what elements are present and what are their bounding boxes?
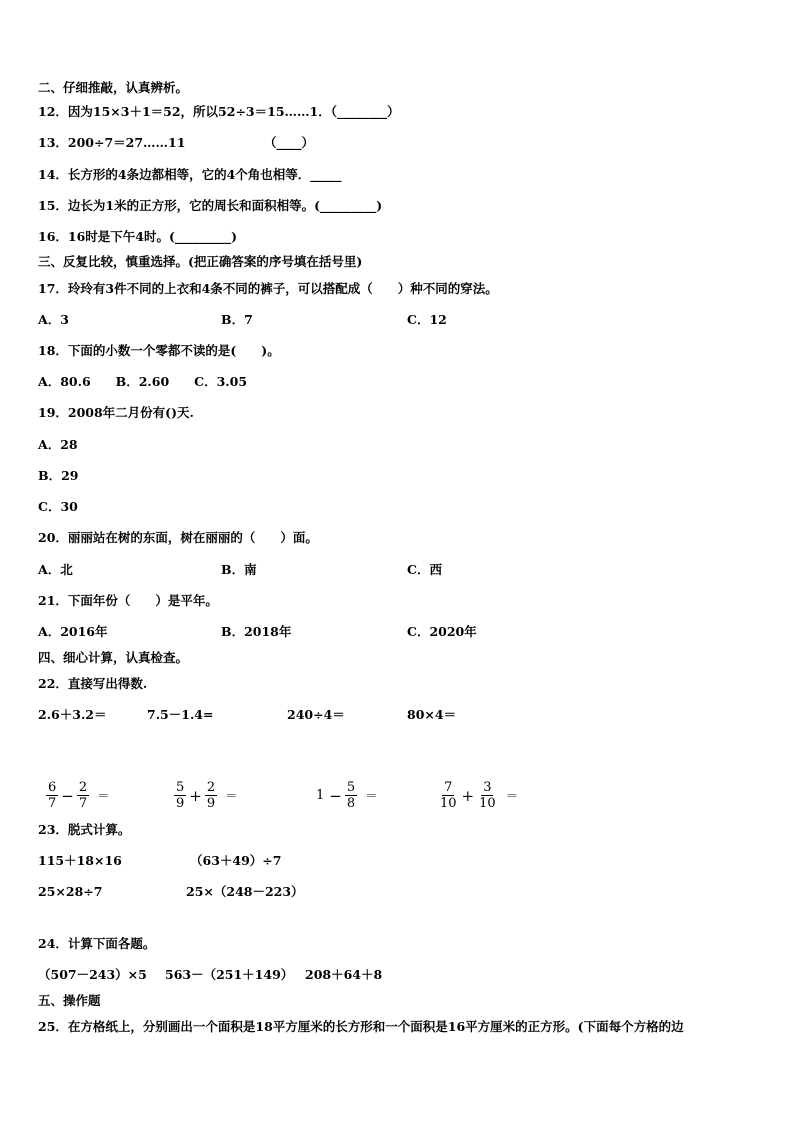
q24-expr-1: （507－243）×5	[38, 967, 147, 982]
q20-option-b: B．南	[221, 562, 257, 577]
fraction	[46, 780, 58, 811]
equals-sign: ＝	[365, 787, 378, 803]
equals-sign: ＝	[505, 787, 519, 803]
numerator: 3	[483, 780, 492, 795]
q18-options: A．80.6 B．2.60 C．3.05	[38, 374, 248, 389]
q19-option-a: A．28	[38, 437, 78, 452]
q23-expr-4: 25×（248－223）	[186, 884, 304, 899]
operator: −	[329, 786, 342, 805]
q21-option-c: C．2020年	[407, 624, 477, 639]
q21-option-b: B．2018年	[221, 624, 292, 639]
q17-option-b: B．7	[221, 312, 253, 327]
denominator: 7	[47, 796, 57, 811]
question-20: 20．丽丽站在树的东面，树在丽丽的（ ）面。	[38, 530, 318, 545]
fraction	[345, 780, 357, 811]
section-3-title: 三、反复比较，慎重选择。(把正确答案的序号填在括号里)	[38, 254, 363, 269]
numerator: 6	[47, 780, 57, 795]
q20-option-c: C．西	[407, 562, 442, 577]
question-15: 15．边长为1米的正方形，它的周长和面积相等。(_________)	[38, 198, 383, 213]
q19-option-b: B．29	[38, 468, 79, 483]
denominator: 7	[78, 796, 88, 811]
q22-fraction-4	[430, 744, 518, 813]
section-2-title: 二、仔细推敲，认真辨析。	[38, 80, 189, 95]
q23-expr-2: （63＋49）÷7	[190, 853, 282, 868]
question-12: 12．因为15×3＋1＝52，所以52÷3＝15……1．（________）	[38, 104, 400, 119]
q24-expr-2: 563－（251＋149）	[165, 967, 294, 982]
equals-sign: ＝	[97, 787, 110, 803]
denominator: 9	[206, 796, 216, 811]
q22-fraction-1	[38, 744, 110, 813]
operator: +	[461, 786, 475, 805]
q22-fraction-3	[308, 744, 378, 813]
question-13-blank: （____）	[264, 135, 315, 150]
question-13: 13．200÷7＝27……11	[38, 135, 186, 150]
question-21: 21．下面年份（ ）是平年。	[38, 593, 218, 608]
q22-expr-1: 2.6＋3.2＝	[38, 707, 107, 722]
q17-option-c: C．12	[407, 312, 447, 327]
q22-fraction-2	[166, 744, 238, 813]
q23-expr-1: 115＋18×16	[38, 853, 122, 868]
q17-option-a: A．3	[38, 312, 69, 327]
q19-option-c: C．30	[38, 499, 78, 514]
q24-expr-3: 208＋64＋8	[305, 967, 383, 982]
denominator: 9	[175, 796, 185, 811]
question-23: 23．脱式计算。	[38, 822, 131, 837]
section-5-title: 五、操作题	[38, 993, 101, 1008]
whole-number: 1	[315, 787, 325, 803]
fraction	[77, 780, 89, 811]
question-22: 22．直接写出得数.	[38, 676, 148, 691]
fraction	[477, 780, 498, 811]
fraction	[438, 780, 459, 811]
fraction	[174, 780, 186, 811]
numerator: 5	[175, 780, 185, 795]
q21-option-a: A．2016年	[38, 624, 108, 639]
question-18: 18．下面的小数一个零都不读的是( )。	[38, 343, 280, 358]
section-4-title: 四、细心计算，认真检查。	[38, 650, 189, 665]
question-24: 24．计算下面各题。	[38, 936, 156, 951]
numerator: 5	[346, 780, 356, 795]
question-25: 25．在方格纸上，分别画出一个面积是18平方厘米的长方形和一个面积是16平方厘米的正方形。(下面每个方格的边	[38, 1019, 684, 1034]
operator: +	[189, 786, 202, 805]
numerator: 7	[444, 780, 453, 795]
question-19: 19．2008年二月份有()天.	[38, 405, 194, 420]
fraction	[205, 780, 217, 811]
denominator: 8	[346, 796, 356, 811]
q22-expr-4: 80×4＝	[407, 707, 457, 722]
q23-expr-3: 25×28÷7	[38, 884, 103, 899]
q22-expr-2: 7.5－1.4=	[147, 707, 214, 722]
question-17: 17．玲玲有3件不同的上衣和4条不同的裤子，可以搭配成（ ）种不同的穿法。	[38, 281, 498, 296]
numerator: 2	[78, 780, 88, 795]
q20-option-a: A．北	[38, 562, 73, 577]
question-16: 16．16时是下午4时。(_________)	[38, 229, 238, 244]
denominator: 10	[439, 796, 457, 811]
q22-expr-3: 240÷4＝	[287, 707, 345, 722]
equals-sign: ＝	[225, 787, 238, 803]
question-14: 14．长方形的4条边都相等，它的4个角也相等．_____	[38, 167, 342, 182]
operator: −	[61, 786, 74, 805]
numerator: 2	[206, 780, 216, 795]
denominator: 10	[479, 796, 496, 811]
